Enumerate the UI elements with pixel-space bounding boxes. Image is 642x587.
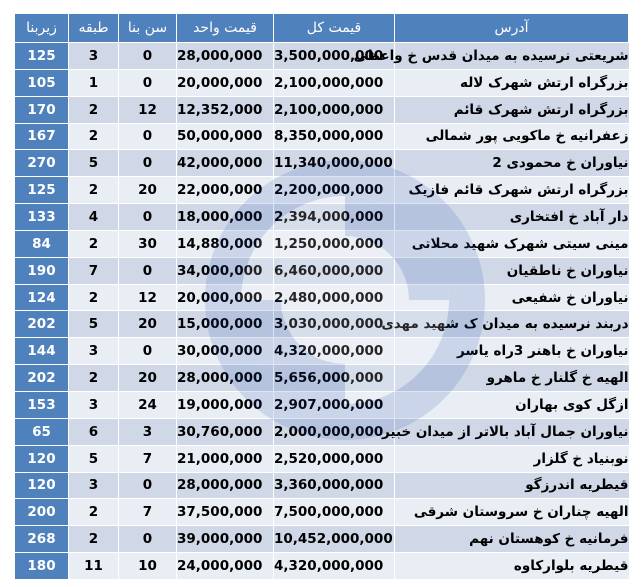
cell-unit-price: 20,000,000 bbox=[177, 69, 274, 96]
cell-total-price: 11,340,000,000 bbox=[274, 150, 395, 177]
cell-address: قیطریه اندرزگو bbox=[395, 472, 629, 499]
cell-area: 120 bbox=[15, 445, 69, 472]
cell-floor: 5 bbox=[69, 445, 119, 472]
cell-unit-price: 37,500,000 bbox=[177, 499, 274, 526]
cell-area: 144 bbox=[15, 338, 69, 365]
cell-total-price: 7,500,000,000 bbox=[274, 499, 395, 526]
cell-total-price: 3,500,000,000 bbox=[274, 43, 395, 70]
cell-floor: 2 bbox=[69, 96, 119, 123]
cell-area: 153 bbox=[15, 391, 69, 418]
cell-age: 20 bbox=[119, 365, 177, 392]
cell-area: 200 bbox=[15, 499, 69, 526]
cell-floor: 3 bbox=[69, 43, 119, 70]
cell-age: 0 bbox=[119, 257, 177, 284]
cell-age: 0 bbox=[119, 43, 177, 70]
cell-address: مینی سیتی شهرک شهید محلاتی bbox=[395, 230, 629, 257]
cell-unit-price: 50,000,000 bbox=[177, 123, 274, 150]
cell-area: 120 bbox=[15, 472, 69, 499]
cell-address: دربند نرسیده به میدان ک شهید مهدی bbox=[395, 311, 629, 338]
cell-unit-price: 42,000,000 bbox=[177, 150, 274, 177]
cell-total-price: 4,320,000,000 bbox=[274, 338, 395, 365]
header-row bbox=[15, 14, 629, 43]
cell-unit-price: 34,000,000 bbox=[177, 257, 274, 284]
cell-address: دار آباد خ افتخاری bbox=[395, 204, 629, 231]
cell-floor: 7 bbox=[69, 257, 119, 284]
cell-address: ازگل کوی بهاران bbox=[395, 391, 629, 418]
cell-address: نیاوران خ ناطقیان bbox=[395, 257, 629, 284]
cell-area: 167 bbox=[15, 123, 69, 150]
table-row bbox=[15, 43, 629, 70]
cell-area: 270 bbox=[15, 150, 69, 177]
cell-total-price: 10,452,000,000 bbox=[274, 526, 395, 553]
cell-area: 202 bbox=[15, 365, 69, 392]
table-row bbox=[15, 391, 629, 418]
header-floor: طبقه bbox=[69, 14, 119, 43]
cell-unit-price: 24,000,000 bbox=[177, 553, 274, 580]
cell-address: نیاوران خ شفیعی bbox=[395, 284, 629, 311]
cell-area: 105 bbox=[15, 69, 69, 96]
cell-floor: 1 bbox=[69, 69, 119, 96]
table-row bbox=[15, 338, 629, 365]
cell-age: 0 bbox=[119, 123, 177, 150]
table-row bbox=[15, 311, 629, 338]
cell-floor: 2 bbox=[69, 365, 119, 392]
cell-total-price: 5,656,000,000 bbox=[274, 365, 395, 392]
cell-unit-price: 15,000,000 bbox=[177, 311, 274, 338]
cell-floor: 4 bbox=[69, 204, 119, 231]
cell-unit-price: 18,000,000 bbox=[177, 204, 274, 231]
cell-age: 0 bbox=[119, 526, 177, 553]
cell-address: بزرگراه ارتش شهرک قائم bbox=[395, 96, 629, 123]
cell-address: زعفرانیه خ ماکویی پور شمالی bbox=[395, 123, 629, 150]
cell-address: نیاوران جمال آباد بالاتر از میدان خبیر bbox=[395, 418, 629, 445]
cell-address: قیطریه بلوارکاوه bbox=[395, 553, 629, 580]
cell-age: 30 bbox=[119, 230, 177, 257]
cell-age: 12 bbox=[119, 96, 177, 123]
table-row bbox=[15, 177, 629, 204]
cell-unit-price: 39,000,000 bbox=[177, 526, 274, 553]
cell-floor: 2 bbox=[69, 123, 119, 150]
cell-floor: 2 bbox=[69, 526, 119, 553]
cell-total-price: 2,520,000,000 bbox=[274, 445, 395, 472]
cell-age: 0 bbox=[119, 150, 177, 177]
table-row bbox=[15, 365, 629, 392]
cell-address: الهیه خ گلنار خ ماهرو bbox=[395, 365, 629, 392]
cell-age: 3 bbox=[119, 418, 177, 445]
cell-age: 20 bbox=[119, 311, 177, 338]
cell-unit-price: 28,000,000 bbox=[177, 43, 274, 70]
cell-area: 84 bbox=[15, 230, 69, 257]
cell-address: نوبنیاد خ گلزار bbox=[395, 445, 629, 472]
cell-age: 20 bbox=[119, 177, 177, 204]
cell-age: 7 bbox=[119, 445, 177, 472]
cell-age: 0 bbox=[119, 338, 177, 365]
cell-area: 190 bbox=[15, 257, 69, 284]
cell-total-price: 2,907,000,000 bbox=[274, 391, 395, 418]
cell-address: فرمانیه خ کوهستان نهم bbox=[395, 526, 629, 553]
cell-total-price: 8,350,000,000 bbox=[274, 123, 395, 150]
cell-floor: 2 bbox=[69, 284, 119, 311]
cell-total-price: 2,200,000,000 bbox=[274, 177, 395, 204]
cell-age: 0 bbox=[119, 69, 177, 96]
table-row bbox=[15, 526, 629, 553]
header-age: سن بنا bbox=[119, 14, 177, 43]
cell-unit-price: 30,000,000 bbox=[177, 338, 274, 365]
table-row bbox=[15, 123, 629, 150]
table-row bbox=[15, 284, 629, 311]
cell-unit-price: 28,000,000 bbox=[177, 365, 274, 392]
cell-total-price: 4,320,000,000 bbox=[274, 553, 395, 580]
cell-age: 24 bbox=[119, 391, 177, 418]
cell-floor: 5 bbox=[69, 150, 119, 177]
table-row bbox=[15, 69, 629, 96]
cell-age: 0 bbox=[119, 204, 177, 231]
cell-unit-price: 19,000,000 bbox=[177, 391, 274, 418]
cell-address: شریعتی نرسیده به میدان قدس خ واعظی bbox=[395, 43, 629, 70]
cell-unit-price: 22,000,000 bbox=[177, 177, 274, 204]
cell-area: 125 bbox=[15, 43, 69, 70]
header-address: آدرس bbox=[395, 14, 629, 43]
cell-area: 202 bbox=[15, 311, 69, 338]
header-unit-price: قیمت واحد bbox=[177, 14, 274, 43]
cell-total-price: 2,480,000,000 bbox=[274, 284, 395, 311]
header-total-price: قیمت کل bbox=[274, 14, 395, 43]
cell-floor: 3 bbox=[69, 472, 119, 499]
listing-table bbox=[14, 13, 629, 580]
table-body bbox=[15, 43, 629, 580]
cell-total-price: 3,030,000,000 bbox=[274, 311, 395, 338]
cell-address: الهیه چناران خ سروستان شرقی bbox=[395, 499, 629, 526]
cell-area: 125 bbox=[15, 177, 69, 204]
cell-total-price: 3,360,000,000 bbox=[274, 472, 395, 499]
cell-age: 10 bbox=[119, 553, 177, 580]
cell-total-price: 2,100,000,000 bbox=[274, 69, 395, 96]
cell-address: نیاوران خ محمودی 2 bbox=[395, 150, 629, 177]
cell-address: بزرگراه ارتش شهرک لاله bbox=[395, 69, 629, 96]
table-row bbox=[15, 418, 629, 445]
cell-address: بزرگراه ارتش شهرک قائم فازیک bbox=[395, 177, 629, 204]
table-row bbox=[15, 553, 629, 580]
table-row bbox=[15, 499, 629, 526]
cell-floor: 2 bbox=[69, 177, 119, 204]
cell-unit-price: 20,000,000 bbox=[177, 284, 274, 311]
cell-total-price: 2,000,000,000 bbox=[274, 418, 395, 445]
table-row bbox=[15, 230, 629, 257]
table-row bbox=[15, 204, 629, 231]
cell-total-price: 2,100,000,000 bbox=[274, 96, 395, 123]
table-row bbox=[15, 445, 629, 472]
cell-floor: 3 bbox=[69, 391, 119, 418]
cell-floor: 3 bbox=[69, 338, 119, 365]
table-row bbox=[15, 96, 629, 123]
cell-total-price: 6,460,000,000 bbox=[274, 257, 395, 284]
cell-age: 12 bbox=[119, 284, 177, 311]
cell-unit-price: 28,000,000 bbox=[177, 472, 274, 499]
header-area: زیربنا bbox=[15, 14, 69, 43]
table-row bbox=[15, 472, 629, 499]
cell-area: 170 bbox=[15, 96, 69, 123]
cell-total-price: 2,394,000,000 bbox=[274, 204, 395, 231]
cell-area: 268 bbox=[15, 526, 69, 553]
cell-address: نیاوران خ باهنر 3راه یاسر bbox=[395, 338, 629, 365]
cell-area: 124 bbox=[15, 284, 69, 311]
cell-floor: 2 bbox=[69, 230, 119, 257]
cell-floor: 6 bbox=[69, 418, 119, 445]
cell-age: 7 bbox=[119, 499, 177, 526]
cell-area: 180 bbox=[15, 553, 69, 580]
cell-floor: 5 bbox=[69, 311, 119, 338]
cell-floor: 11 bbox=[69, 553, 119, 580]
cell-floor: 2 bbox=[69, 499, 119, 526]
table-row bbox=[15, 257, 629, 284]
cell-total-price: 1,250,000,000 bbox=[274, 230, 395, 257]
cell-unit-price: 14,880,000 bbox=[177, 230, 274, 257]
cell-area: 65 bbox=[15, 418, 69, 445]
cell-age: 0 bbox=[119, 472, 177, 499]
cell-unit-price: 12,352,000 bbox=[177, 96, 274, 123]
cell-area: 133 bbox=[15, 204, 69, 231]
cell-unit-price: 21,000,000 bbox=[177, 445, 274, 472]
cell-unit-price: 30,760,000 bbox=[177, 418, 274, 445]
table-row bbox=[15, 150, 629, 177]
